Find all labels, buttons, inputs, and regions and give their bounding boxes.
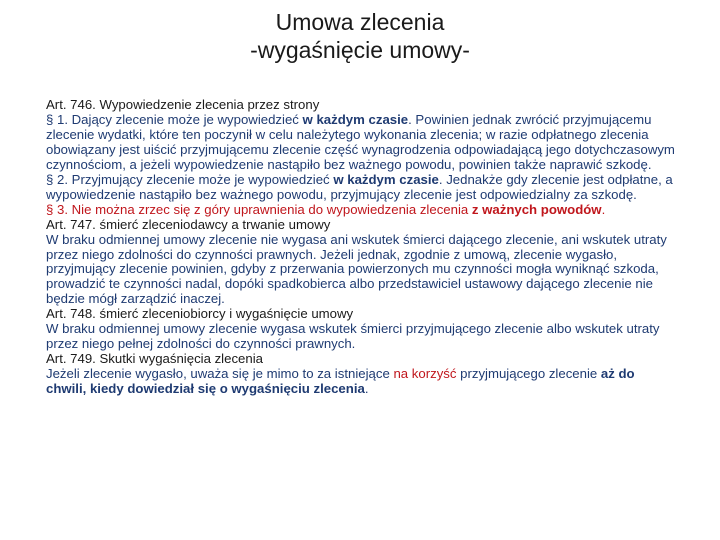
slide-body [46,98,676,397]
art746-p3-text-a: § 3. Nie można zrzec się z góry uprawnienia do wypowiedzenia zlecenia [46,201,472,217]
art749-p1-text-e: przyjmującego zlecenie [456,366,601,382]
art748-paragraph-1 [46,322,676,352]
art747-p1-emphasis: dającego zlecenie [448,231,554,247]
art749-paragraph-1 [46,367,676,397]
slide-title-line2: -wygaśnięcie umowy- [250,37,470,63]
art746-p2-emphasis: w każdym czasie [333,171,439,187]
art749-p1-emphasis-1: za istniejące [317,366,390,382]
art749-heading: Art. 749. Skutki wygaśnięcia zlecenia [46,351,263,367]
art747-p1-text-a: W braku odmiennej umowy zlecenie nie wygasa ani wskutek śmierci [46,231,449,247]
art746-paragraph-1 [46,113,676,173]
art746-paragraph-3 [46,203,676,218]
art748-p1-text-c: albo wskutek utraty przez niego pełnej zdolności do czynności prawnych. [46,321,660,352]
art749-p1-emphasis-3: aż do chwili, kiedy dowiedział się o wygaśnięciu zlecenia [46,366,635,397]
art746-p1-text-c: . Powinien jednak zwrócić przyjmującemu zlecenie wydatki, które ten poczynił w celu należytego wykonania zlecenia; w razie odpłatnego zlecenia obowiązany jest uiścić przyjmującemu zlecenie część wynagrodzenia odpowiadającą jego dotychczasowym czynnościom, a jeżeli wypowiedzenie nastąpiło bez ważnego powodu, powinien także naprawić szkodę. [46,111,675,172]
art748-p1-text-a: W braku odmiennej umowy zlecenie wygasa wskutek śmierci [46,321,406,337]
slide-title-line1: Umowa zlecenia [275,9,445,35]
art746-p3-emphasis: z ważnych powodów [471,201,602,217]
art746-p1-text-a: § 1. Dający zlecenie może je wypowiedzieć [46,111,303,127]
art748-p1-emphasis: przyjmującego zlecenie [405,321,543,337]
art749-p1-emphasis-2: na korzyść [393,366,457,382]
art746-heading: Art. 746. Wypowiedzenie zlecenia przez strony [46,97,320,112]
art746-p1-emphasis: w każdym czasie [302,111,409,127]
art747-heading: Art. 747. śmierć zleceniodawcy a trwanie umowy [46,216,331,232]
art746-p2-text-c: . Jednakże gdy zlecenie jest odpłatne, a wypowiedzenie nastąpiło bez ważnego powodu, przyjmujący zlecenie jest odpowiedzialny za szkodę. [46,171,673,202]
art746-p3-text-c: . [601,201,606,217]
art746-p2-text-a: § 2. Przyjmujący zlecenie może je wypowiedzieć [46,171,334,187]
art747-paragraph-1 [46,233,676,308]
art749-p1-text-a: Jeżeli zlecenie wygasło, uważa się je mimo to [46,366,318,382]
art749-p1-text-g: . [364,381,369,397]
art748-heading: Art. 748. śmierć zleceniobiorcy i wygaśnięcie umowy [46,306,354,322]
art747-p1-text-c: , ani wskutek utraty przez niego zdolności do czynności prawnych. Jeżeli jednak, zgodnie z umową, zlecenie wygasło, przyjmujący zlecenie powinien, gdyby z przerwania powierzonych mu czynności mogła wyniknąć szkoda, prowadzić te czynności nadal, dopóki spadkobierca albo przedstawiciel ustawowy dającego zlecenie nie będzie mógł zarządzić inaczej. [46,231,667,307]
art746-paragraph-2 [46,173,676,203]
slide-title [0,8,720,64]
